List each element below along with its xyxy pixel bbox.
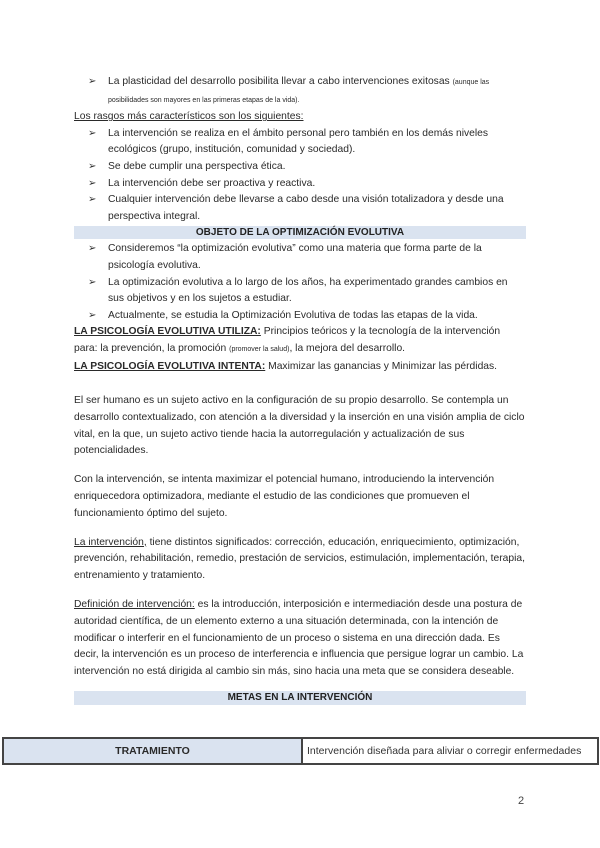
section-header-metas: METAS EN LA INTERVENCIÓN [74, 691, 526, 705]
significados-text: tiene distintos significados: corrección, educación, enriquecimiento, optimización, prevención, rehabilitación, remedio, prestación de servicios, estimulación, implementación, terapia, entrenamiento y tratamiento. [74, 536, 526, 582]
list-item-text: La intervención se realiza en el ámbito personal pero también en los demás niveles ecológicos (grupo, institución, comunidad y sociedad). [108, 127, 489, 156]
paragraph-definicion [74, 597, 526, 681]
list-item-text: La plasticidad del desarrollo posibilita llevar a cabo intervenciones exitosas [108, 76, 453, 87]
arrow-bullet-icon: ➢ [88, 276, 97, 288]
arrow-bullet-icon: ➢ [88, 309, 97, 321]
arrow-bullet-icon: ➢ [88, 127, 97, 139]
intro-list [74, 74, 526, 109]
list-item [74, 126, 526, 159]
rasgos-list [74, 126, 526, 226]
arrow-bullet-icon: ➢ [88, 243, 97, 255]
list-item-text: Cualquier intervención debe llevarse a cabo desde una visión totalizadora y desde una perspectiva integral. [108, 194, 504, 222]
arrow-bullet-icon: ➢ [88, 194, 97, 206]
list-item [74, 275, 526, 308]
list-item-text: La intervención debe ser proactiva y reactiva. [108, 177, 316, 189]
utiliza-note: (promover la salud) [229, 345, 290, 353]
list-item [74, 192, 526, 225]
utiliza-text-end: , la mejora del desarrollo. [289, 342, 406, 354]
list-item-text: Consideremos “la optimización evolutiva” como una materia que forma parte de la psicología evolutiva. [108, 243, 482, 271]
arrow-bullet-icon: ➢ [88, 177, 97, 189]
table-cell-description: Intervención diseñada para aliviar o corregir enfermedades [302, 738, 598, 764]
intenta-paragraph [74, 359, 526, 376]
paragraph-maximizar: Con la intervención, se intenta maximizar el potencial humano, introduciendo la intervención enriquecedora optimizadora, mediante el estudio de las condiciones que promueven el funcionamiento óptimo del sujeto. [74, 474, 495, 519]
list-item [74, 176, 526, 193]
list-item-text: Se debe cumplir una perspectiva ética. [108, 160, 286, 172]
paragraph-sujeto-activo: El ser humano es un sujeto activo en la configuración de su propio desarrollo. Se contempla un desarrollo contextualizado, con atención a la diversidad y la inserción en una visión amplia de ciclo vital, en la que, un sujeto activo tiende hacia la autorregulación y actualización de sus potencialidades. [74, 395, 525, 457]
list-item [74, 308, 526, 325]
document-page [74, 74, 526, 705]
intenta-text: Maximizar las ganancias y Minimizar las pérdidas. [265, 360, 498, 372]
objeto-list [74, 241, 526, 324]
metas-table [2, 737, 599, 765]
list-item-text: Actualmente, se estudia la Optimización Evolutiva de todas las etapas de la vida. [108, 309, 478, 321]
definicion-label: Definición de intervención: [74, 599, 195, 611]
utiliza-paragraph [74, 324, 526, 358]
page-number: 2 [518, 795, 525, 807]
section-header-objeto: OBJETO DE LA OPTIMIZACIÓN EVOLUTIVA [74, 226, 526, 239]
paragraph-significados [74, 535, 526, 585]
list-item [74, 159, 526, 176]
utiliza-text: Principios teóricos y la tecnología de la intervención para: la prevención, la promoción [74, 326, 501, 354]
rasgos-title: Los rasgos más característicos son los siguientes: [74, 111, 304, 123]
intenta-label: LA PSICOLOGÍA EVOLUTIVA INTENTA: [74, 360, 266, 372]
definicion-text: es la introducción, interposición e intermediación desde una postura de autoridad científica, de un elemento externo a una situación determinada, con la intención de modificar o interferir en el funcionamiento de un proceso o sistema en una dirección dada. Es decir, la intervención es un proceso de interferencia e influencia que persigue lograr un cambio. La intervención no está dirigida al cambio sin más, sino hacia una meta que se considera deseable. [74, 599, 524, 678]
list-item [74, 241, 526, 274]
utiliza-label: LA PSICOLOGÍA EVOLUTIVA UTILIZA: [74, 326, 261, 338]
arrow-bullet-icon: ➢ [88, 160, 97, 172]
table-row [3, 738, 598, 764]
list-item-note: (aunque las posibilidades son mayores en las primeras etapas de la vida). [108, 79, 490, 104]
table-cell-term: TRATAMIENTO [3, 738, 302, 764]
arrow-bullet-icon: ➢ [88, 76, 97, 87]
list-item [74, 74, 526, 109]
list-item-text: La optimización evolutiva a lo largo de los años, ha experimentado grandes cambios en sus objetivos y en los sujetos a estudiar. [108, 276, 508, 305]
intervencion-label: La intervención, [74, 536, 147, 548]
